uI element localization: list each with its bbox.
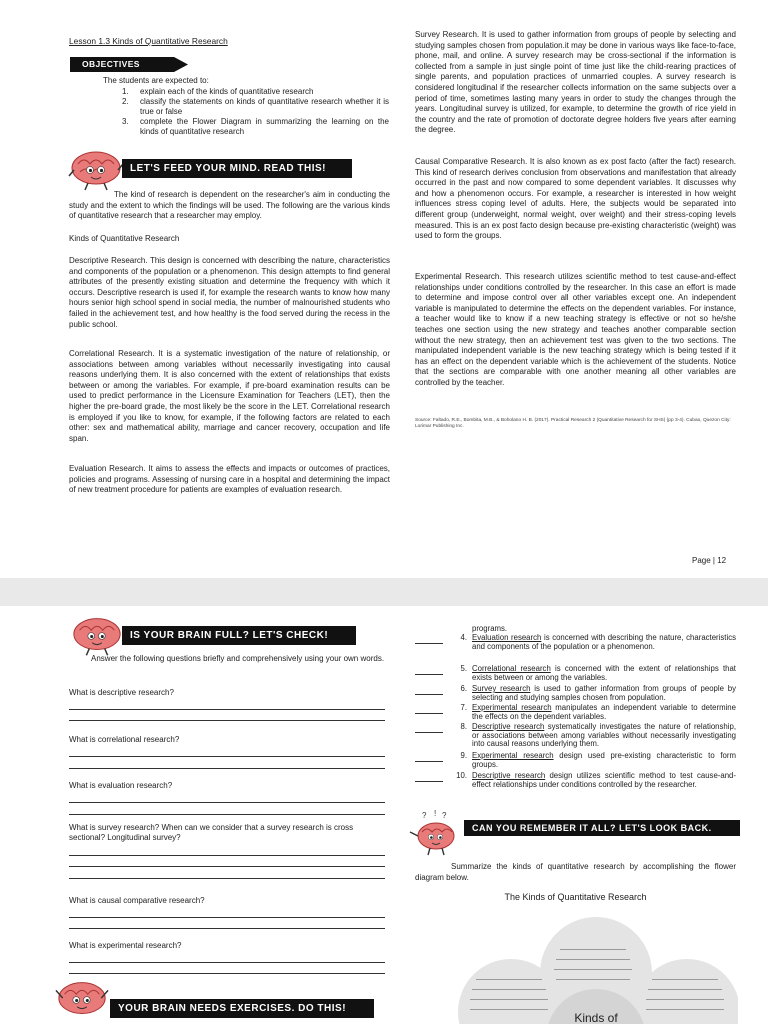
petal-writing-line[interactable] <box>476 979 542 980</box>
brain-mascot-icon <box>55 978 109 1022</box>
feed-your-mind-banner: LET'S FEED YOUR MIND. READ THIS! <box>122 159 352 178</box>
question-item: What is causal comparative research? <box>69 896 205 905</box>
statement-term: Experimental research <box>472 751 554 760</box>
source-citation: Source: Faltado, R.E., Bombita, M.B., & Boholano H. B. (2017). Practical Research 2 (Quantitative Research for SHS) (pp 3-4). Cubao, Quezon City: Lorimar Publishing Inc. <box>415 418 731 429</box>
statement-term: Evaluation research <box>472 633 542 642</box>
brain-exercise-banner: YOUR BRAIN NEEDS EXERCISES. DO THIS! <box>110 999 374 1018</box>
flower-diagram-title: The Kinds of Quantitative Research <box>504 892 647 902</box>
answer-blank[interactable] <box>415 732 443 733</box>
thinking-brain-icon <box>408 810 464 856</box>
objectives-banner <box>70 57 188 72</box>
petal-writing-line[interactable] <box>554 969 632 970</box>
lesson-title: Lesson 1.3 Kinds of Quantitative Research <box>69 36 228 46</box>
answer-blank[interactable] <box>415 781 443 782</box>
objective-item: 3. complete the Flower Diagram in summarizing the learning on the kinds of quantitative research <box>122 117 389 136</box>
carried-over-text: programs. <box>472 624 508 633</box>
statement-term: Experimental research <box>472 703 552 712</box>
answer-line[interactable] <box>69 928 385 929</box>
look-back-banner: CAN YOU REMEMBER IT ALL? LET'S LOOK BACK. <box>464 820 740 836</box>
question-item: What is survey research? When can we consider that a survey research is cross sectional? Longitudinal survey? <box>69 823 354 842</box>
answer-line[interactable] <box>69 917 385 918</box>
petal-writing-line[interactable] <box>648 989 722 990</box>
brain-mascot-icon <box>70 614 124 658</box>
petal-writing-line[interactable] <box>470 999 548 1000</box>
question-item: What is descriptive research? <box>69 688 174 697</box>
objectives-list <box>122 87 389 137</box>
experimental-paragraph: Experimental Research. This research utilizes scientific method to test cause-and-effect relationships under conditions controlled by the researcher. In this case an effort is made to determine and impose control over all other variables except one. An independent variable is manipulated to determine the effects on the dependent variables. For instance, a teacher would like to know if a new teaching strategy is effective or not so he/she teaches one section using the new strategy and teaches another comparable section without the new strategy, then an achievement test was given to the two sections. The manipulated independent variable is the new teaching strategy which is being tested if it has an effect on the dependent variable which is the achievement of the students. Notice that the sections are comparable with one another meaning all other variables are controlled by the teacher. <box>415 272 736 387</box>
answer-line[interactable] <box>69 709 385 710</box>
question-item: What is experimental research? <box>69 941 182 950</box>
answer-line[interactable] <box>69 756 385 757</box>
petal-writing-line[interactable] <box>470 1009 548 1010</box>
petal-writing-line[interactable] <box>472 989 546 990</box>
objective-item: 1. explain each of the kinds of quantitative research <box>122 87 314 96</box>
statement-term: Survey research <box>472 684 531 693</box>
survey-paragraph: Survey Research. It is used to gather information from groups of people by selecting and studying samples chosen from population.it may be done in various ways like face-to-face, phone, mail, and online. A survey research may be cross-sectional if the information is collected from a sample in just single point of time just like the child-rearing practices of single parents, and population practices of unmarried couples. A survey research is considered longitudinal if the researcher collects information on the same subjects over a period of time, sometimes lasting many years in order to study the changes through the years. Longitudinal survey is utilized, for example, to determine the growth of rice yield in the country and the rate of promotion of doctorate degree holders five years after earning the degree. <box>415 30 736 135</box>
svg-text:?: ? <box>442 811 447 820</box>
petal-writing-line[interactable] <box>556 979 630 980</box>
correlational-paragraph: Correlational Research. It is a systematic investigation of the nature of relationship, or associations between among variables without necessarily investigating into causal reasons underlying them. It is also concerned with the extent of relationships that exists between or among the variables. For example, if pre-board examination results can be used to predict performance in the Licensure Examination for Teachers (LET), then the higher the pre-board grade, the most likely be the score in the LET. Correlational research is employed if you like to know, for example, if the following factors are related to each other: sex and mathematical ability, marriage and cancer recovery, occupation and life span. <box>69 349 390 443</box>
objectives-label: OBJECTIVES <box>82 59 140 69</box>
answer-line[interactable] <box>69 973 385 974</box>
statement-term: Descriptive research <box>472 722 545 731</box>
kinds-heading: Kinds of Quantitative Research <box>69 234 180 243</box>
petal-writing-line[interactable] <box>556 959 630 960</box>
statement-term: Descriptive research <box>472 771 546 780</box>
flower-diagram <box>458 911 738 1024</box>
answer-line[interactable] <box>69 878 385 879</box>
answer-line[interactable] <box>69 855 385 856</box>
answer-blank[interactable] <box>415 761 443 762</box>
intro-paragraph: The kind of research is dependent on the researcher's aim in conducting the study and the extent to which the findings will be used. The following are the various kinds of quantitative research that a researcher may employ. <box>69 190 390 221</box>
evaluation-paragraph: Evaluation Research. It aims to assess the effects and impacts or outcomes of practices, policies and programs. Assessing of nursing care in a hospital and determining the impact of new treatment procedure for patients are examples of evaluation research. <box>69 464 390 495</box>
causal-comparative-paragraph: Causal Comparative Research. It is also known as ex post facto (after the fact) research. This kind of research derives conclusion from observations and manifestation that already occurred in the past and now compared to some dependent variables. It discusses why and how a phenomenon occurs. For example, a researcher is interested in how weight influences stress coping level of adults. Here, the subjects would be separated into different group (underweight, normal weight, over weight) and their stress-coping levels measured. This is an ex post facto design because pre-existing characteristic (weight) was used to form the groups. <box>415 157 736 241</box>
statement-term: Correlational research <box>472 664 551 673</box>
svg-text:?: ? <box>422 811 427 820</box>
answer-line[interactable] <box>69 802 385 803</box>
page-number: Page | 12 <box>692 556 727 565</box>
question-item: What is correlational research? <box>69 735 180 744</box>
document-page-2: IS YOUR BRAIN FULL? LET'S CHECK! Answer the following questions briefly and comprehensively using your own words. What is descriptive research? What is correlational research? What is evaluation research? What is survey research? When can we consider that a survey research is cross sectional? Longitudinal survey? What is causal comparative research? What is experimental research? YOUR BRAIN NEEDS EXERCISES. DO THIS! programs. 4. Evaluation research is concerned with describing the nature, characteristics and components of the population or a phenomenon. 5. Correlational research is concerned with the extent of relationships that exists between or among the variables. 6. Survey research is used to gather information from groups of people by selecting and studying samples chosen from population. 7. Experimental research manipulates an independent variable to determine the effects on the dependent variables. 8. Descriptive research systematically investigates the nature of relationship, or associations between among variables without necessarily investigating into causal reasons underlying them. 9. Experimental research design used pre-existing characteristic to form groups. 10. Descriptive research design utilizes scientific method to test cause-and-effect relationships under conditions controlled by the researcher. ? ! ? CAN YOU REMEMBER IT ALL? LET'S LOOK BACK. Summarize the kinds of quantitative research by accomplishing the flower diagram below. The Kinds of Quantitative Research Kinds of <box>0 606 768 1024</box>
answer-blank[interactable] <box>415 694 443 695</box>
brain-mascot-icon <box>68 148 124 192</box>
petal-writing-line[interactable] <box>646 1009 724 1010</box>
objectives-intro: The students are expected to: <box>103 76 209 85</box>
flower-center-label: Kinds of <box>574 1011 618 1024</box>
answer-line[interactable] <box>69 866 385 867</box>
answer-blank[interactable] <box>415 674 443 675</box>
summary-instruction: Summarize the kinds of quantitative research by accomplishing the flower diagram below. <box>415 862 736 882</box>
question-item: What is evaluation research? <box>69 781 173 790</box>
answer-line[interactable] <box>69 768 385 769</box>
petal-writing-line[interactable] <box>646 999 724 1000</box>
petal-writing-line[interactable] <box>560 949 626 950</box>
answer-blank[interactable] <box>415 713 443 714</box>
answer-line[interactable] <box>69 962 385 963</box>
brain-check-banner: IS YOUR BRAIN FULL? LET'S CHECK! <box>122 626 356 645</box>
petal-writing-line[interactable] <box>652 979 718 980</box>
answer-line[interactable] <box>69 720 385 721</box>
questions-instructions: Answer the following questions briefly and comprehensively using your own words. <box>91 654 385 663</box>
answer-blank[interactable] <box>415 643 443 644</box>
answer-line[interactable] <box>69 814 385 815</box>
descriptive-paragraph: Descriptive Research. This design is concerned with describing the nature, characteristics and components of the population or a phenomenon. This design attempts to find general attributes of the presently existing situation and determine the frequency with which it occurs. Descriptive research is used if, for example the research wants to know how many hours senior high school spend in social media, the number of malnourished students who failed in the achievement test, and how healthy is the food served during the recess in the public school. <box>69 256 390 329</box>
objective-item: 2. classify the statements on kinds of quantitative research whether it is true or false <box>122 97 389 116</box>
svg-text:!: ! <box>434 810 437 818</box>
